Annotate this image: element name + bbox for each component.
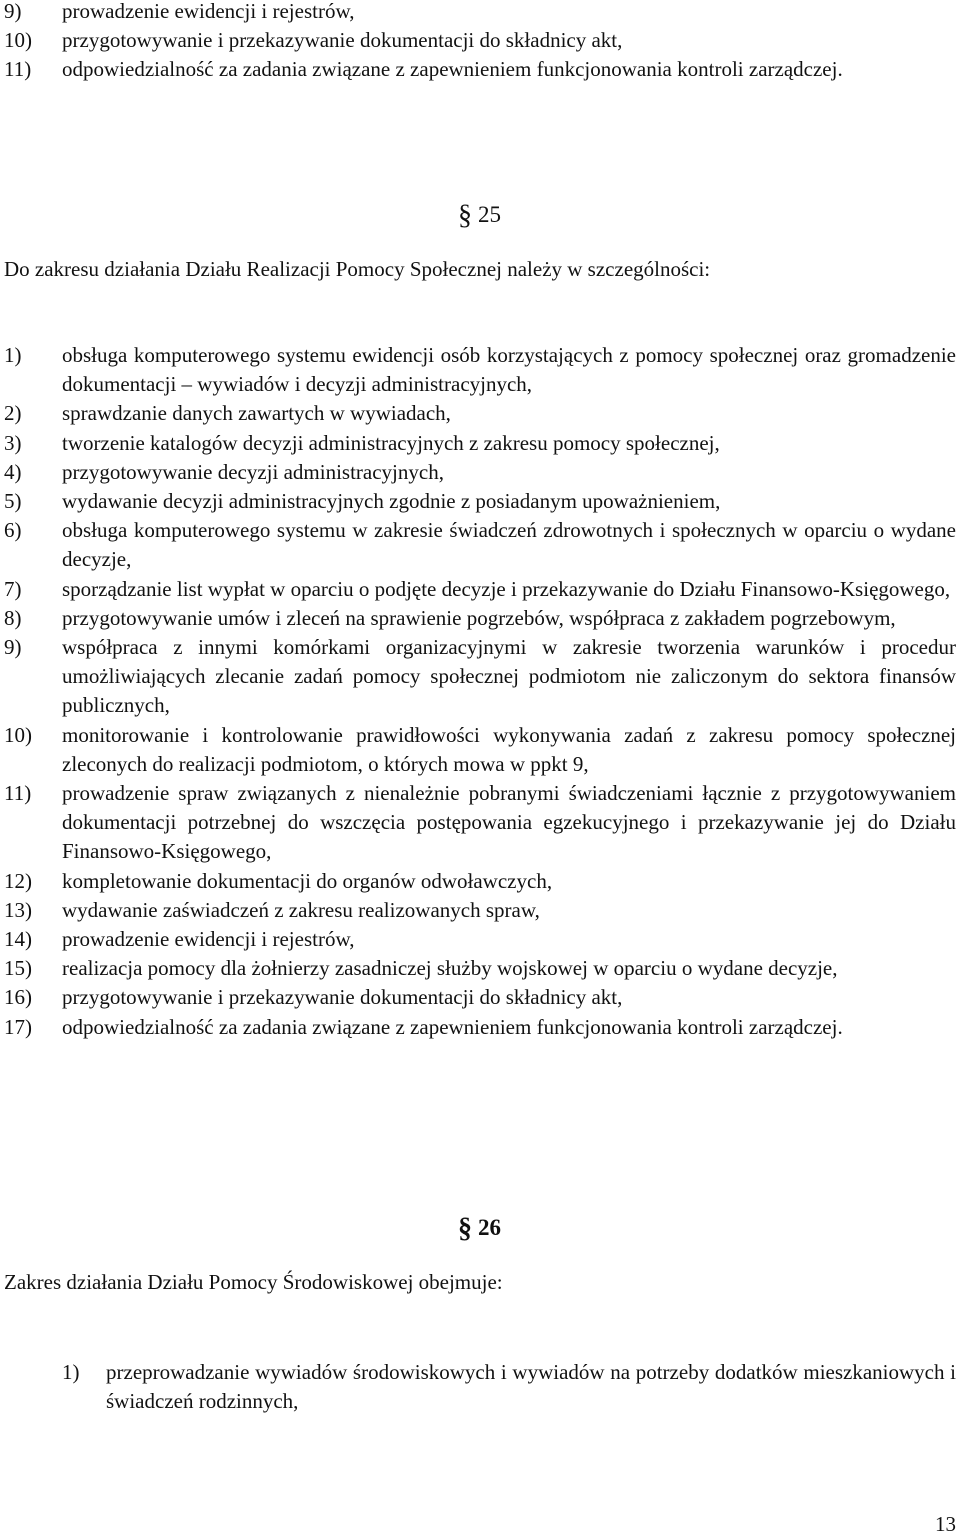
list-item: 13) wydawanie zaświadczeń z zakresu realizowanych spraw, xyxy=(4,897,540,922)
section-symbol-icon: § xyxy=(458,200,472,231)
list-item: 9) prowadzenie ewidencji i rejestrów, xyxy=(4,0,355,23)
list-item: 10) przygotowywanie i przekazywanie dokumentacji do składnicy akt, xyxy=(4,28,623,53)
list-item: 15) realizacja pomocy dla żołnierzy zasadniczej służby wojskowej w oparciu o wydane decyzje, xyxy=(4,956,838,981)
list-item: 1) obsługa komputerowego systemu ewidencji osób korzystających z pomocy społecznej oraz gromadzenie dokumentacji – wywiadów i decyzji administracyjnych, xyxy=(4,343,956,397)
section-25-list xyxy=(0,341,960,1042)
list-item: 8) przygotowywanie umów i zleceń na sprawienie pogrzebów, współpraca z zakładem pogrzebowym, xyxy=(4,605,896,630)
list-item: 10) monitorowanie i kontrolowanie prawidłowości wykonywania zadań z zakresu pomocy społecznej zleconych do realizacji podmiotom, o których mowa w ppkt 9, xyxy=(4,722,956,776)
section-26-list xyxy=(0,1358,960,1416)
list-item: 14) prowadzenie ewidencji i rejestrów, xyxy=(4,927,355,952)
section-heading-26 xyxy=(458,1213,501,1245)
section-intro: Zakres działania Działu Pomocy Środowiskowej obejmuje: xyxy=(4,1270,503,1294)
section-heading-25 xyxy=(458,200,501,232)
section-number: 26 xyxy=(478,1215,501,1240)
list-item: 17) odpowiedzialność za zadania związane z zapewnieniem funkcjonowania kontroli zarządczej. xyxy=(4,1014,843,1039)
list-item: 4) przygotowywanie decyzji administracyjnych, xyxy=(4,459,444,484)
list-item: 2) sprawdzanie danych zawartych w wywiadach, xyxy=(4,401,451,426)
section-intro: Do zakresu działania Działu Realizacji Pomocy Społecznej należy w szczególności: xyxy=(4,257,711,281)
list-item: 1) przeprowadzanie wywiadów środowiskowych i wywiadów na potrzeby dodatków mieszkaniowych i świadczeń rodzinnych, xyxy=(62,1360,956,1414)
list-item: 5) wydawanie decyzji administracyjnych zgodnie z posiadanym upoważnieniem, xyxy=(4,489,721,514)
list-item: 11) prowadzenie spraw związanych z nienależnie pobranymi świadczeniami łącznie z przygotowywaniem dokumentacji potrzebnej do wszczęcia postępowania egzekucyjnego i przekazywanie jej do Działu Finansowo-Księgowego, xyxy=(4,781,956,864)
list-item: 7) sporządzanie list wypłat w oparciu o podjęte decyzje i przekazywanie do Działu Finansowo-Księgowego, xyxy=(4,576,951,601)
list-item: 9) współpraca z innymi komórkami organizacyjnymi w zakresie tworzenia warunków i procedur umożliwiających zlecanie zadań pomocy społecznej podmiotom nie zaliczonym do sektora finansów publicznych, xyxy=(4,635,956,718)
list-item: 16) przygotowywanie i przekazywanie dokumentacji do składnicy akt, xyxy=(4,985,623,1010)
section-number: 25 xyxy=(478,202,501,227)
page-number: 13 xyxy=(935,1512,956,1536)
list-item: 11) odpowiedzialność za zadania związane z zapewnieniem funkcjonowania kontroli zarządczej. xyxy=(4,57,843,82)
section-symbol-icon: § xyxy=(458,1213,472,1244)
list-item: 3) tworzenie katalogów decyzji administracyjnych z zakresu pomocy społecznej, xyxy=(4,430,720,455)
list-item: 6) obsługa komputerowego systemu w zakresie świadczeń zdrowotnych i społecznych w oparciu o wydane decyzje, xyxy=(4,518,956,572)
continued-list xyxy=(0,0,960,85)
list-item: 12) kompletowanie dokumentacji do organów odwoławczych, xyxy=(4,868,553,893)
